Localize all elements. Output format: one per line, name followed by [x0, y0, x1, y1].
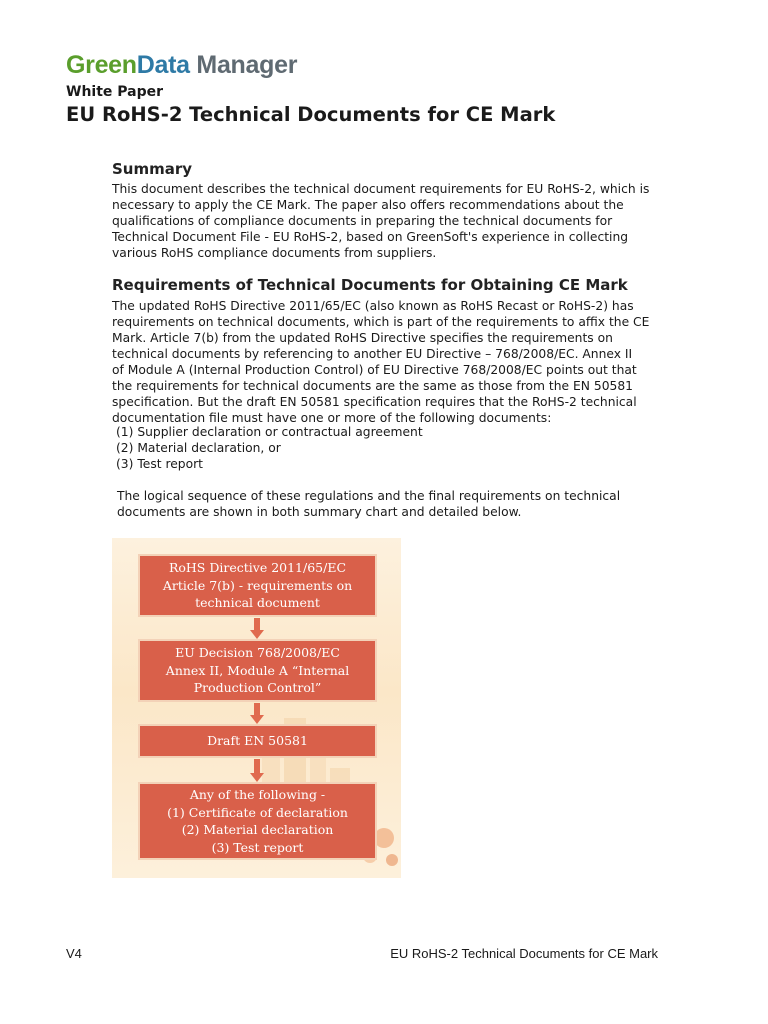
- logo-part-data: Data: [136, 51, 190, 79]
- box-line: (3) Test report: [211, 839, 304, 855]
- text-line: Mark. Article 7(b) from the updated RoHS Directive specifies the requirements on: [112, 331, 613, 345]
- footer-title: EU RoHS-2 Technical Documents for CE Mark: [390, 946, 658, 961]
- flow-box-rohs-directive: [138, 554, 377, 617]
- box-line: Annex II, Module A “Internal: [165, 662, 350, 678]
- arrow-down-icon: [250, 759, 264, 782]
- flow-box-draft-en50581: [138, 724, 377, 758]
- flow-box-documents: [138, 782, 377, 860]
- text-line: of Module A (Internal Production Control) of EU Directive 768/2008/EC points out that: [112, 363, 637, 377]
- logo-part-manager: Manager: [196, 51, 298, 79]
- text-line: necessary to apply the CE Mark. The paper also offers recommendations about the: [112, 198, 624, 212]
- text-line: Technical Document File - EU RoHS-2, based on GreenSoft's experience in collecting: [112, 230, 629, 244]
- box-line: Any of the following -: [189, 787, 326, 802]
- footer-version: V4: [66, 946, 82, 961]
- document-title: EU RoHS-2 Technical Documents for CE Mark: [66, 103, 556, 126]
- list-item: (3) Test report: [116, 457, 204, 471]
- summary-paragraph: [112, 181, 672, 261]
- text-line: The updated RoHS Directive 2011/65/EC (also known as RoHS Recast or RoHS-2) has: [112, 299, 634, 313]
- text-line: various RoHS compliance documents from suppliers.: [112, 246, 437, 260]
- box-line: technical document: [195, 595, 320, 611]
- box-line: RoHS Directive 2011/65/EC: [168, 560, 347, 576]
- text-line: This document describes the technical document requirements for EU RoHS-2, which is: [112, 182, 650, 196]
- text-line: The logical sequence of these regulations and the final requirements on technical: [117, 489, 621, 503]
- box-line: (1) Certificate of declaration: [167, 804, 348, 820]
- text-line: documentation file must have one or more of the following documents:: [112, 411, 552, 425]
- arrow-down-icon: [250, 703, 264, 724]
- summary-heading: Summary: [112, 160, 193, 178]
- box-line: Draft EN 50581: [207, 733, 308, 749]
- required-documents-list: [116, 424, 423, 472]
- arrow-down-icon: [250, 618, 264, 639]
- list-item: (1) Supplier declaration or contractual agreement: [116, 425, 423, 439]
- text-line: requirements on technical documents, which is part of the requirements to affix the CE: [112, 315, 650, 329]
- text-line: technical documents by referencing to another EU Directive – 768/2008/EC. Annex II: [112, 347, 633, 361]
- box-line: (2) Material declaration: [181, 822, 334, 837]
- list-item: (2) Material declaration, or: [116, 441, 281, 455]
- text-line: qualifications of compliance documents in preparing the technical documents for: [112, 214, 613, 228]
- text-line: the requirements for technical documents are the same as those from the EN 50581: [112, 379, 633, 393]
- logo-part-green: Green: [66, 51, 137, 79]
- requirements-heading: Requirements of Technical Documents for Obtaining CE Mark: [112, 276, 628, 294]
- flow-box-eu-decision: [138, 639, 377, 702]
- company-logo: [66, 50, 297, 80]
- box-line: Article 7(b) - requirements on: [162, 577, 353, 593]
- requirements-flowchart: [112, 538, 401, 878]
- document-type: White Paper: [66, 84, 164, 100]
- box-line: Production Control”: [193, 680, 322, 696]
- closing-paragraph: [117, 488, 672, 520]
- requirements-paragraph: [112, 298, 672, 426]
- box-line: EU Decision 768/2008/EC: [175, 645, 340, 661]
- text-line: specification. But the draft EN 50581 specification requires that the RoHS-2 technical: [112, 395, 637, 409]
- text-line: documents are shown in both summary chart and detailed below.: [117, 505, 522, 519]
